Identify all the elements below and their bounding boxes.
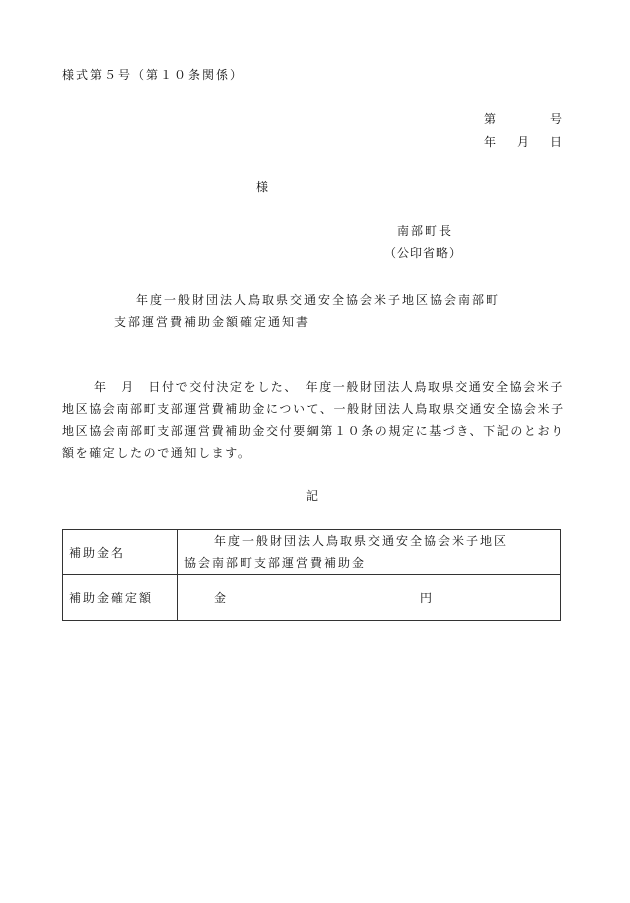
- ki-heading: 記: [306, 489, 321, 503]
- subsidy-name-line-2: 協会南部町支部運営費補助金: [184, 556, 367, 570]
- doc-number-go: 号: [549, 112, 564, 126]
- table-row: [63, 575, 561, 621]
- form-number: 様式第５号（第１０条関係）: [62, 68, 245, 82]
- addressee-suffix: 様: [256, 180, 271, 194]
- date-year: 年: [484, 135, 499, 149]
- subsidy-table: [62, 529, 561, 621]
- document-title: [114, 289, 574, 333]
- title-line-1: 年度一般財団法人鳥取県交通安全協会米子地区協会南部町: [136, 293, 501, 307]
- body-text: 年 月 日付で交付決定をした、 年度一般財団法人鳥取県交通安全協会米子地区協会南部町支部運営費補助金について、一般財団法人鳥取県交通安全協会米子地区協会南部町支部運営費補助金交付要綱第１０条の規定に基づき、下記のとおり額を確定したので通知します。: [62, 380, 565, 460]
- seal-note: （公印省略）: [384, 246, 463, 260]
- document-date: [484, 133, 564, 150]
- amount-prefix: 金: [214, 591, 229, 605]
- title-line-2: 支部運営費補助金額確定通知書: [114, 315, 311, 329]
- document-number: [484, 110, 564, 127]
- subsidy-name-value: [178, 530, 561, 575]
- subsidy-amount-value: [178, 575, 561, 621]
- sender-name: 南部町長: [397, 224, 454, 238]
- subsidy-name-line-1: 年度一般財団法人鳥取県交通安全協会米子地区: [214, 534, 509, 548]
- table-row: [63, 530, 561, 575]
- date-day: 日: [549, 135, 564, 149]
- amount-suffix: 円: [419, 591, 434, 605]
- subsidy-name-label: 補助金名: [63, 530, 178, 575]
- doc-number-dai: 第: [484, 112, 499, 126]
- subsidy-amount-label: 補助金確定額: [63, 575, 178, 621]
- date-month: 月: [516, 135, 531, 149]
- body-paragraph: [62, 376, 567, 464]
